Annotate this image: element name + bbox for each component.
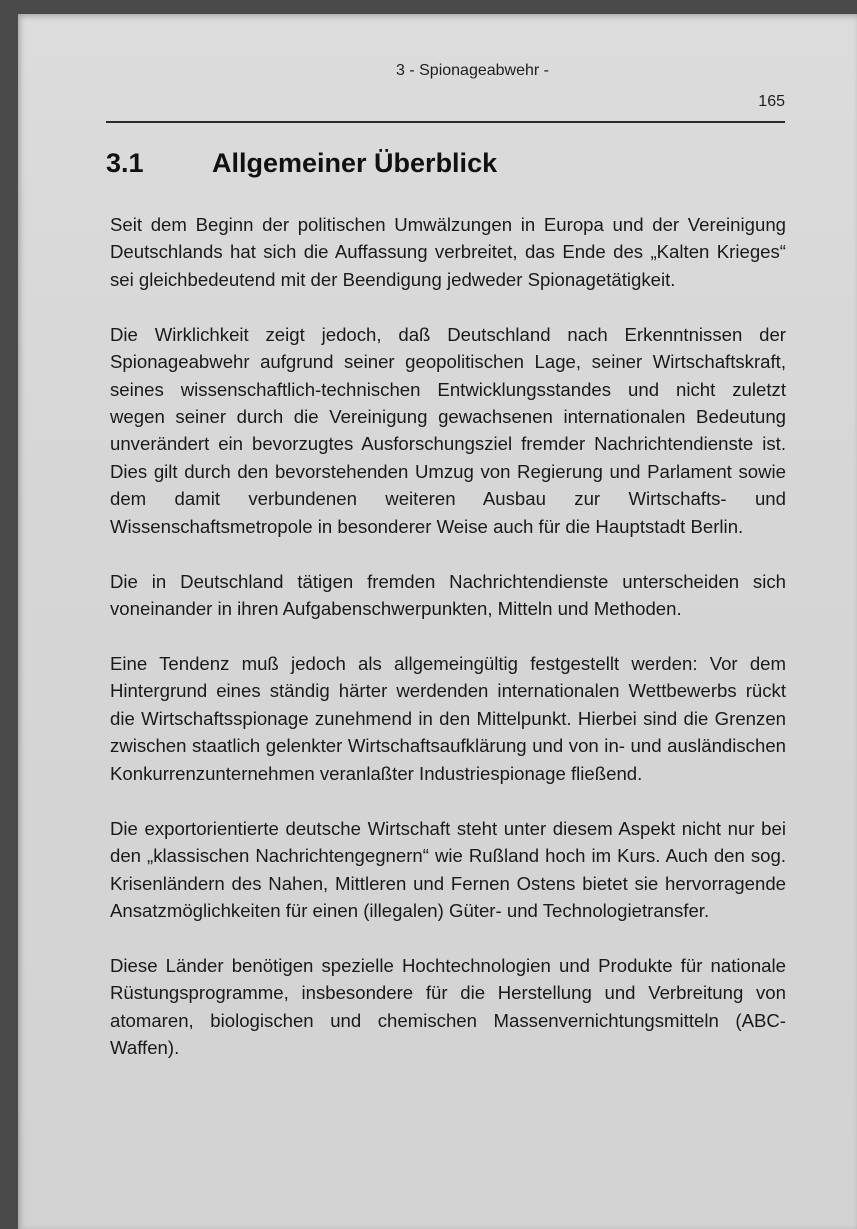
body-text [110, 211, 786, 1089]
paragraph: Die exportorientierte deutsche Wirtschaft steht unter diesem Aspekt nicht nur bei den „klassischen Nachrichtengegnern“ wie Rußland hoch im Kurs. Auch den sog. Krisenländern des Nahen, Mittleren und Fernen Ostens bietet sie hervorragende Ansatzmöglichkeiten für einen (illegalen) Güter- und Technologietransfer. [110, 817, 786, 921]
header-rule [106, 121, 785, 123]
paragraph: Die in Deutschland tätigen fremden Nachrichtendienste unterscheiden sich voneinander in ihren Aufgabenschwerpunkten, Mitteln und Methoden. [110, 570, 786, 620]
running-header: 3 - Spionageabwehr - [396, 62, 549, 79]
section-number: 3.1 [106, 148, 144, 178]
paragraph: Seit dem Beginn der politischen Umwälzungen in Europa und der Vereinigung Deutschlands hat sich die Auffassung verbreitet, das Ende des „Kalten Krieges“ sei gleichbedeutend mit der Beendigung jedweder Spionagetätigkeit. [110, 214, 786, 290]
document-page [18, 14, 857, 1229]
section-heading [106, 148, 497, 179]
section-title: Allgemeiner Überblick [212, 148, 498, 178]
paragraph: Die Wirklichkeit zeigt jedoch, daß Deutschland nach Erkenntnissen der Spionageabwehr aufgrund seiner geopolitischen Lage, seiner Wirtschaftskraft, seines wissenschaftlich-technischen Entwicklungsstandes und nicht zuletzt wegen seiner durch die Vereinigung gewachsenen internationalen Bedeutung unverändert ein bevorzugtes Ausforschungsziel fremder Nachrichtendienste ist. Dies gilt durch den bevorstehenden Umzug von Regierung und Parlament sowie dem damit verbundenen weiteren Ausbau zur Wirtschafts- und Wissenschaftsmetropole in besonderer Weise auch für die Hauptstadt Berlin. [110, 323, 786, 537]
paragraph: Diese Länder benötigen spezielle Hochtechnologien und Produkte für nationale Rüstungsprogramme, insbesondere für die Herstellung und Verbreitung von atomaren, biologischen und chemischen Massenvernichtungsmitteln (ABC-Waffen). [110, 954, 786, 1059]
paragraph: Eine Tendenz muß jedoch als allgemeingültig festgestellt werden: Vor dem Hintergrund eines ständig härter werdenden internationalen Wettbewerbs rückt die Wirtschaftsspionage zunehmend in den Mittelpunkt. Hierbei sind die Grenzen zwischen staatlich gelenkter Wirtschaftsaufklärung und von in- und ausländischen Konkurrenzunternehmen veranlaßter Industriespionage fließend. [110, 653, 786, 784]
page-number: 165 [758, 93, 785, 110]
